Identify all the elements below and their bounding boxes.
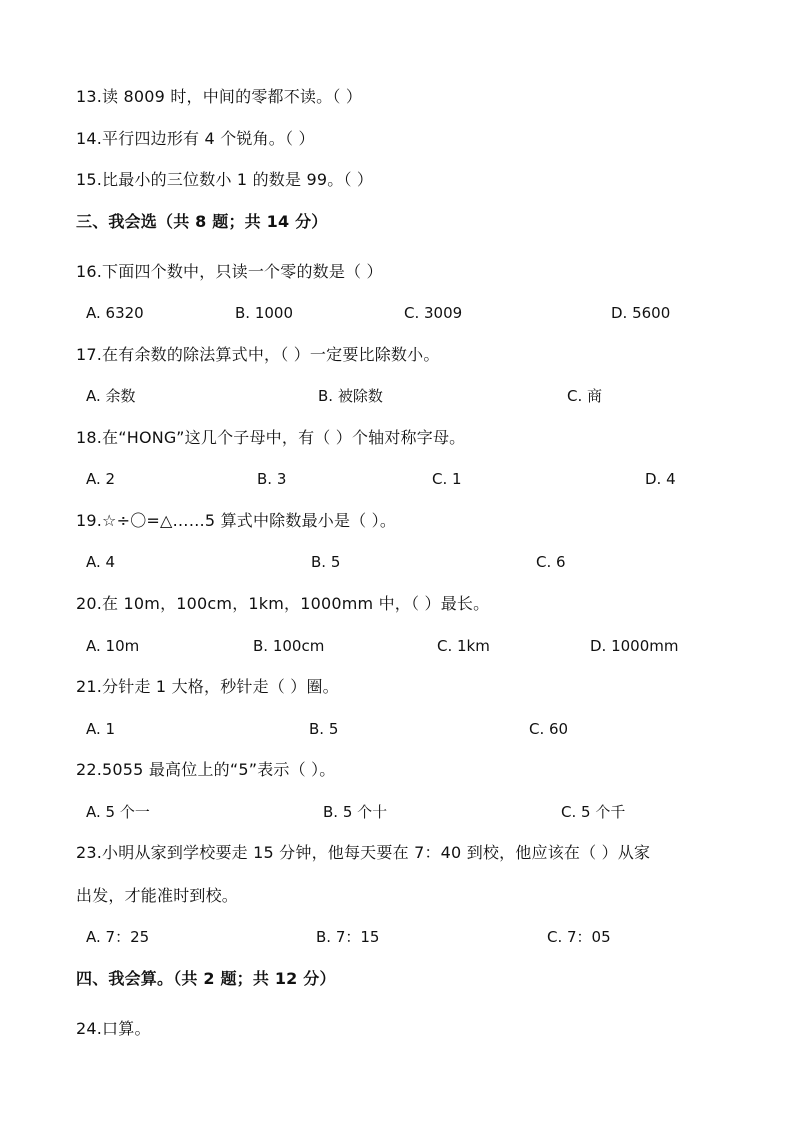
question-14: 14.平行四边形有 4 个锐角。（ ）: [76, 129, 315, 148]
q16-option-c[interactable]: C. 3009: [404, 304, 463, 322]
section-3-heading: 三、我会选（共 8 题；共 14 分）: [76, 212, 328, 231]
q18-option-c[interactable]: C. 1: [432, 470, 462, 488]
question-16: 16.下面四个数中，只读一个零的数是（ ）: [76, 262, 383, 281]
question-18: 18.在“HONG”这几个子母中，有（ ）个轴对称字母。: [76, 428, 466, 447]
q18-option-b[interactable]: B. 3: [257, 470, 287, 488]
q21-option-a[interactable]: A. 1: [86, 720, 116, 738]
q21-option-c[interactable]: C. 60: [529, 720, 569, 738]
q18-option-a[interactable]: A. 2: [86, 470, 116, 488]
question-20: 20.在 10m，100cm，1km，1000mm 中，（ ）最长。: [76, 594, 490, 613]
q23-option-a[interactable]: A. 7：25: [86, 928, 150, 946]
q22-option-c[interactable]: C. 5 个千: [561, 803, 626, 821]
question-13: 13.读 8009 时，中间的零都不读。（ ）: [76, 87, 363, 106]
q17-option-b[interactable]: B. 被除数: [318, 387, 383, 405]
q20-option-c[interactable]: C. 1km: [437, 637, 490, 655]
q20-option-a[interactable]: A. 10m: [86, 637, 140, 655]
q20-option-d[interactable]: D. 1000mm: [590, 637, 679, 655]
question-21: 21.分针走 1 大格，秒针走（ ）圈。: [76, 677, 339, 696]
q16-option-b[interactable]: B. 1000: [235, 304, 294, 322]
question-15: 15.比最小的三位数小 1 的数是 99。（ ）: [76, 170, 374, 189]
question-17: 17.在有余数的除法算式中，（ ）一定要比除数小。: [76, 345, 440, 364]
q23-option-c[interactable]: C. 7：05: [547, 928, 611, 946]
q19-option-a[interactable]: A. 4: [86, 553, 116, 571]
q23-option-b[interactable]: B. 7：15: [316, 928, 380, 946]
section-4-heading: 四、我会算。（共 2 题；共 12 分）: [76, 969, 336, 988]
question-22: 22.5055 最高位上的“5”表示（ ）。: [76, 760, 336, 779]
q21-option-b[interactable]: B. 5: [309, 720, 339, 738]
question-23-continued: 出发，才能准时到校。: [76, 886, 239, 905]
q22-option-a[interactable]: A. 5 个一: [86, 803, 150, 821]
question-24: 24.口算。: [76, 1019, 151, 1038]
q18-option-d[interactable]: D. 4: [645, 470, 676, 488]
q17-option-c[interactable]: C. 商: [567, 387, 603, 405]
q19-option-c[interactable]: C. 6: [536, 553, 566, 571]
question-23: 23.小明从家到学校要走 15 分钟，他每天要在 7：40 到校，他应该在（ ）从家: [76, 843, 651, 862]
q20-option-b[interactable]: B. 100cm: [253, 637, 325, 655]
q19-option-b[interactable]: B. 5: [311, 553, 341, 571]
q17-option-a[interactable]: A. 余数: [86, 387, 136, 405]
question-19: 19.☆÷〇=△……5 算式中除数最小是（ ）。: [76, 511, 397, 530]
q16-option-d[interactable]: D. 5600: [611, 304, 671, 322]
q22-option-b[interactable]: B. 5 个十: [323, 803, 388, 821]
q16-option-a[interactable]: A. 6320: [86, 304, 144, 322]
